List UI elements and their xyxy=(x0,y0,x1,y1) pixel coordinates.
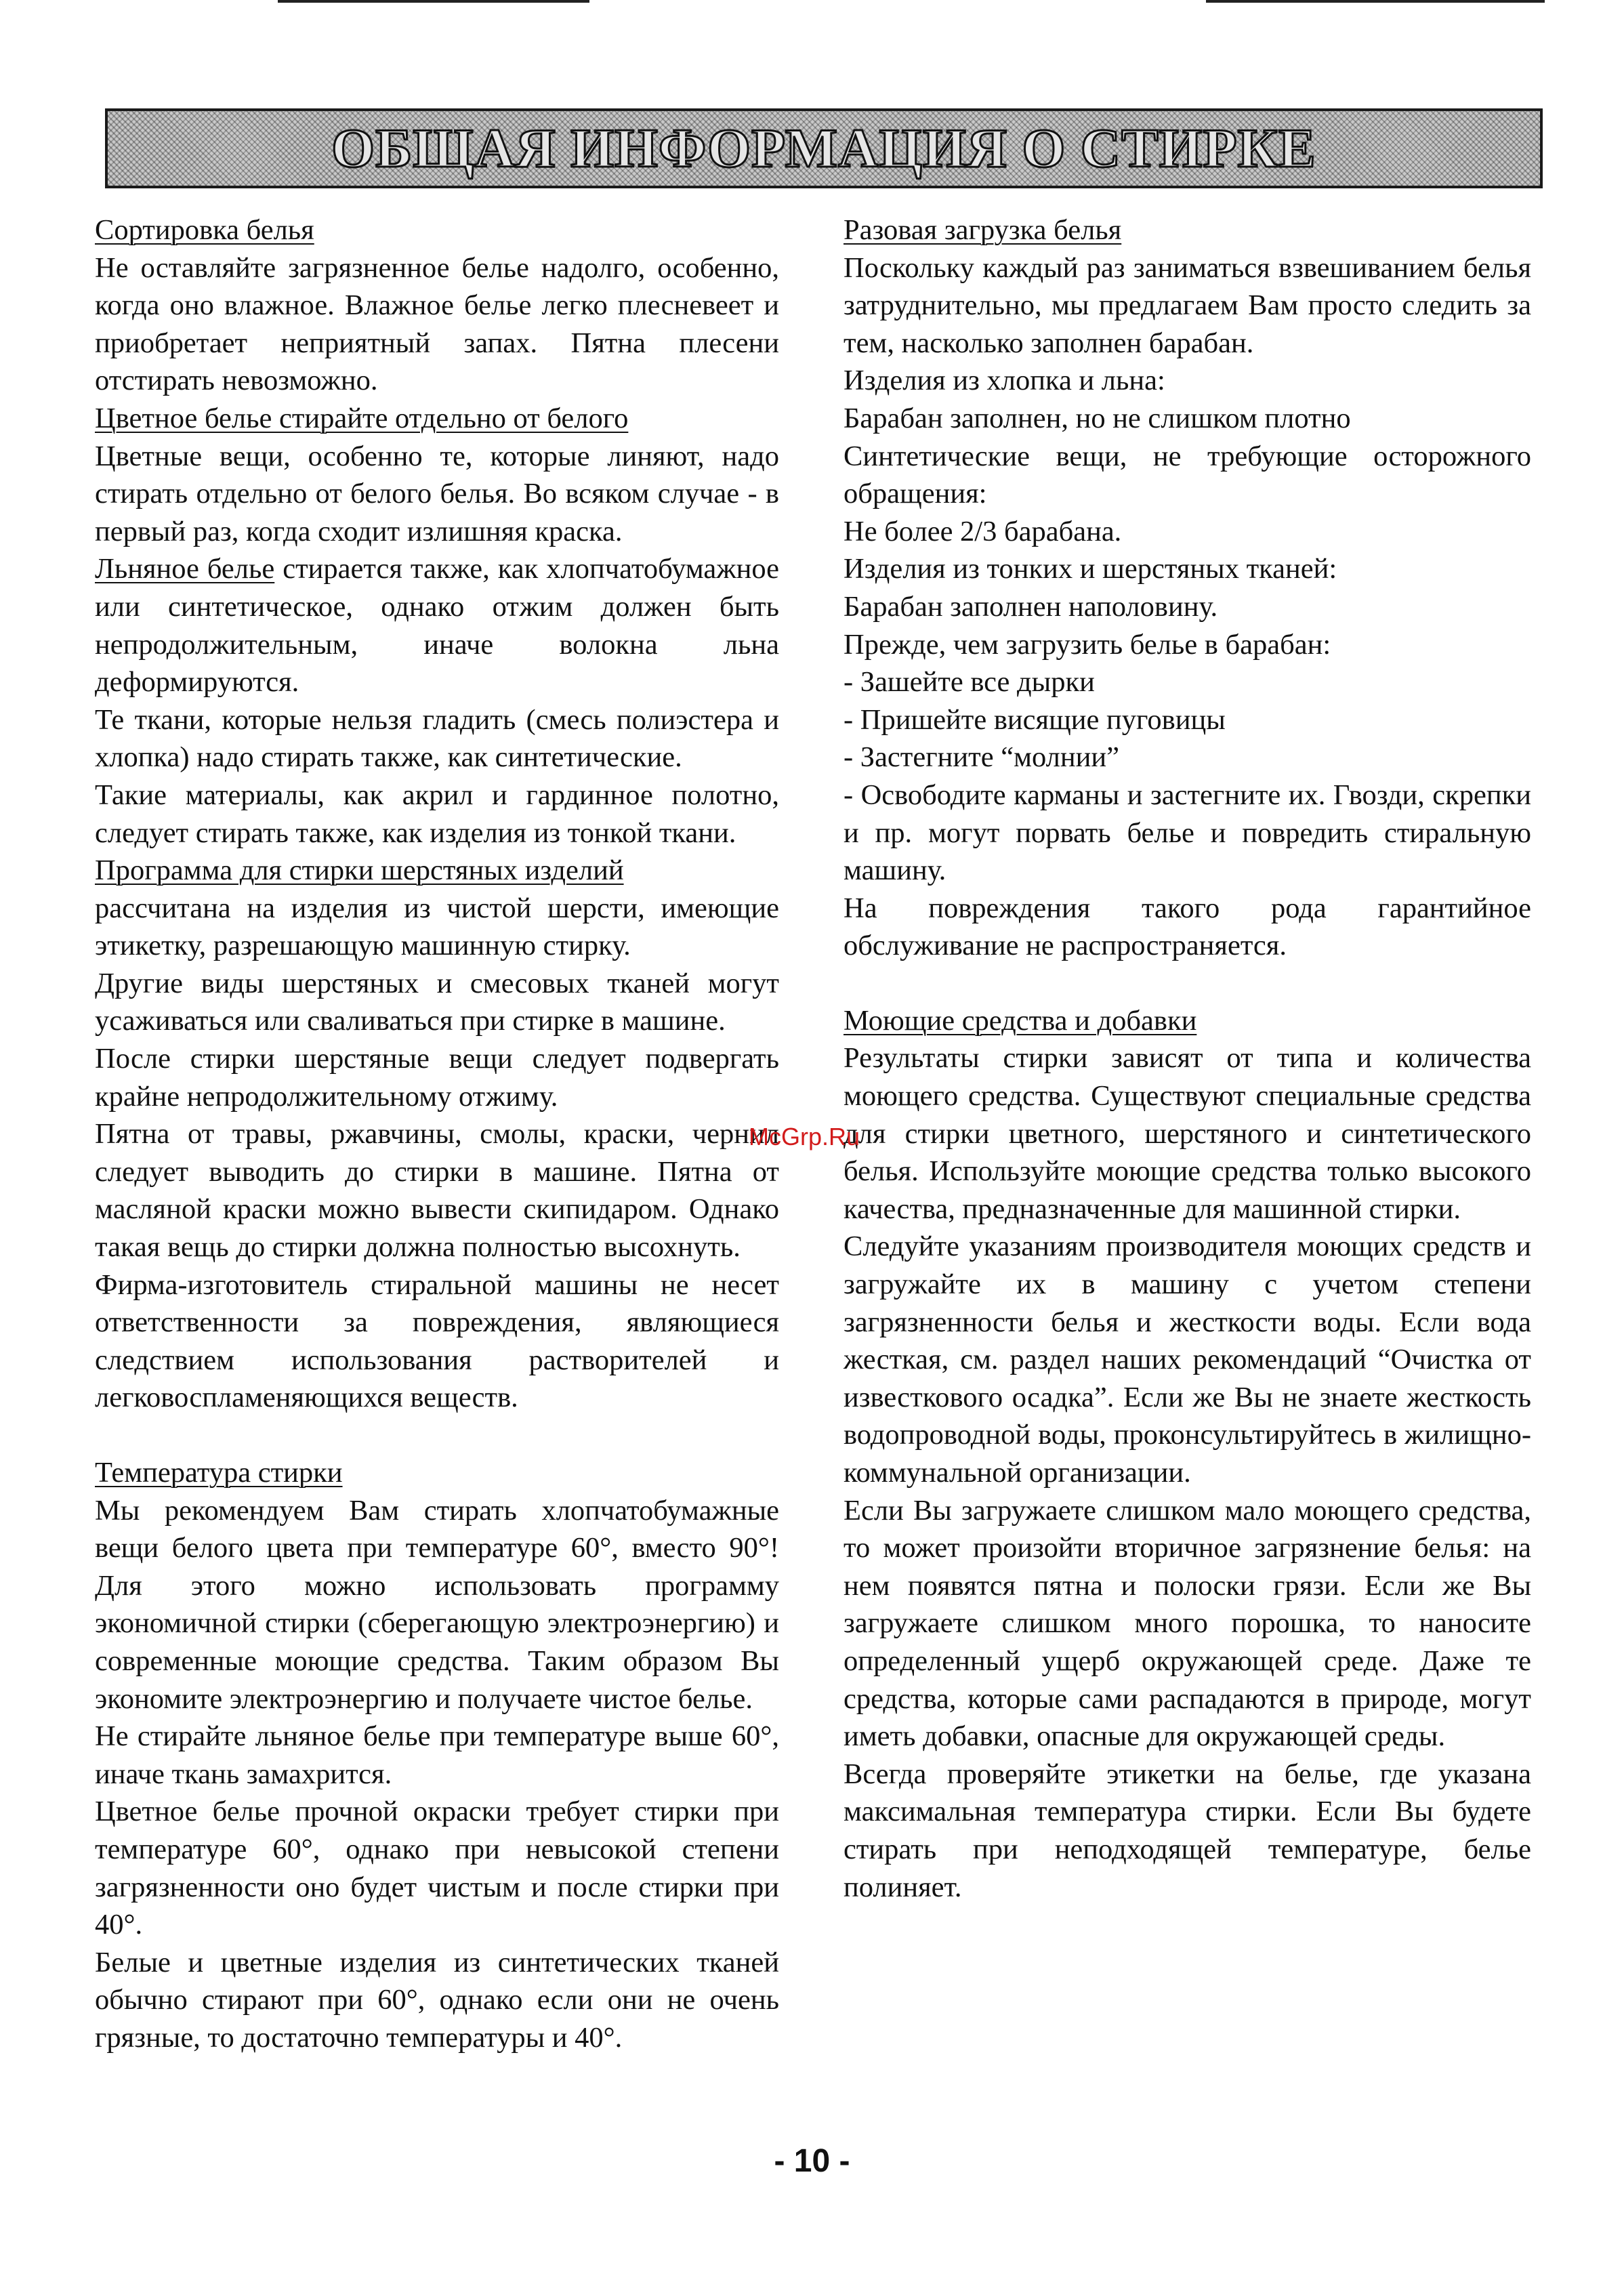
paragraph-temperature-1: Мы рекомендуем Вам стирать хлопчатобумажные вещи белого цвета при температуре 60°, вместо 90°! Для этого можно использовать программу экономичной стирки (сберегающую электроэнергию) и современные моющие средства. Таким образом Вы экономите электроэнергию и получаете чистое белье. xyxy=(95,1494,779,1715)
paragraph-stains-2: Фирма-изготовитель стиральной машины не несет ответственности за повреждения, являющиеся следствием использования растворителей и легковоспламеняющихся веществ. xyxy=(95,1268,779,1414)
paragraph-temperature-2: Не стирайте льняное белье при температуре выше 60°, иначе ткань замахрится. xyxy=(95,1720,779,1790)
section-gap xyxy=(844,965,1531,1002)
section-gap xyxy=(95,1417,779,1454)
load-delicate-value: Барабан заполнен наполовину. xyxy=(844,590,1218,623)
paragraph-linen xyxy=(95,550,779,701)
heading-temperature: Температура стирки xyxy=(95,1457,343,1489)
top-rule-right xyxy=(1206,0,1545,3)
paragraph-temperature-3: Цветное белье прочной окраски требует стирки при температуре 60°, однако при невысокой степени загрязненности оно будет чистым и после стирки при 40°. xyxy=(95,1796,779,1941)
load-cotton-value: Барабан заполнен, но не слишком плотно xyxy=(844,402,1351,434)
linen-text: стирается также, как хлопчатобумажное или синтетическое, однако отжим должен быть непродолжительным, иначе волокна льна деформируются. xyxy=(95,553,779,699)
heading-load: Разовая загрузка белья xyxy=(844,214,1122,246)
list-item-step-1: - Зашейте все дырки xyxy=(844,666,1095,699)
left-column xyxy=(95,211,779,2057)
top-rule-left xyxy=(278,0,589,3)
paragraph-wool-1: рассчитана на изделия из чистой шерсти, имеющие этикетку, разрешающую машинную стирку. xyxy=(95,892,779,962)
load-before-label: Прежде, чем загрузить белье в барабан: xyxy=(844,628,1331,661)
right-column xyxy=(844,211,1531,1906)
heading-sorting: Сортировка белья xyxy=(95,214,314,246)
paragraph-detergents-3: Если Вы загружаете слишком мало моющего средства, то может произойти вторичное загрязнение белья: на нем появятся пятна и полоски грязи. Если же Вы загружаете слишком много порошка, то наносите определенный ущерб окружающей среде. Даже те средства, которые сами распадаются в природе, могут иметь добавки, опасные для окружающей среды. xyxy=(844,1494,1531,1753)
load-cotton-label: Изделия из хлопка и льна: xyxy=(844,365,1165,397)
heading-detergents: Моющие средства и добавки xyxy=(844,1004,1197,1037)
watermark: McGrp.Ru xyxy=(749,1123,860,1150)
paragraph-non-iron-2: Такие материалы, как акрил и гардинное полотно, следует стирать также, как изделия из тонкой ткани. xyxy=(95,779,779,849)
paragraph-detergents-4: Всегда проверяйте этикетки на белье, где указана максимальная температура стирки. Если Вы будете стирать при неподходящей температуре, белье полиняет. xyxy=(844,1758,1531,1903)
page-title: ОБЩАЯ ИНФОРМАЦИЯ О СТИРКЕ xyxy=(331,117,1316,179)
paragraph-sorting: Не оставляйте загрязненное белье надолго, особенно, когда оно влажное. Влажное белье легко плесневеет и приобретает неприятный запах. Пятна плесени отстирать невозможно. xyxy=(95,251,779,397)
list-item-step-2: - Пришейте висящие пуговицы xyxy=(844,703,1226,736)
paragraph-non-iron-1: Те ткани, которые нельзя гладить (смесь полиэстера и хлопка) надо стирать также, как синтетические. xyxy=(95,703,779,774)
heading-colored: Цветное белье стирайте отдельно от белого xyxy=(95,402,629,434)
page-number: - 10 - xyxy=(774,2143,850,2179)
paragraph-colored: Цветные вещи, особенно те, которые линяют, надо стирать отдельно от белого белья. Во всяком случае - в первый раз, когда сходит излишняя краска. xyxy=(95,440,779,547)
paragraph-wool-3: После стирки шерстяные вещи следует подвергать крайне непродолжительному отжиму. xyxy=(95,1043,779,1113)
paragraph-wool-2: Другие виды шерстяных и смесовых тканей могут усаживаться или сваливаться при стирке в машине. xyxy=(95,967,779,1037)
load-delicate-label: Изделия из тонких и шерстяных тканей: xyxy=(844,553,1337,585)
paragraph-warranty: На повреждения такого рода гарантийное обслуживание не распространяется. xyxy=(844,892,1531,962)
heading-wool: Программа для стирки шерстяных изделий xyxy=(95,854,624,887)
load-synthetic-value: Не более 2/3 барабана. xyxy=(844,515,1122,547)
paragraph-stains-1: Пятна от травы, ржавчины, смолы, краски, чернил следует выводить до стирки в машине. Пятна от масляной краски можно вывести скипидаром. Однако такая вещь до стирки должна полностью высохнуть. xyxy=(95,1118,779,1264)
load-synthetic-label: Синтетические вещи, не требующие осторожного обращения: xyxy=(844,440,1531,510)
section-title-banner xyxy=(105,108,1543,188)
heading-linen: Льняное белье xyxy=(95,553,275,585)
list-item-step-3: - Застегните “молнии” xyxy=(844,741,1119,774)
paragraph-load-intro: Поскольку каждый раз заниматься взвешиванием белья затруднительно, мы предлагаем Вам просто следить за тем, насколько заполнен барабан. xyxy=(844,251,1531,359)
paragraph-detergents-1: Результаты стирки зависят от типа и количества моющего средства. Существуют специальные средства для стирки цветного, шерстяного и синтетического белья. Используйте моющие средства только высокого качества, предназначенные для машинной стирки. xyxy=(844,1042,1531,1225)
list-item-step-4: - Освободите карманы и застегните их. Гвозди, скрепки и пр. могут порвать белье и повредить стиральную машину. xyxy=(844,779,1531,887)
paragraph-temperature-4: Белые и цветные изделия из синтетических тканей обычно стирают при 60°, однако если они не очень грязные, то достаточно температуры и 40°. xyxy=(95,1946,779,2054)
paragraph-detergents-2: Следуйте указаниям производителя моющих средств и загружайте их в машину с учетом степени загрязненности белья и жесткости воды. Если вода жесткая, см. раздел наших рекомендаций “Очистка от известкового осадка”. Если же Вы не знаете жесткость водопроводной воды, проконсультируйтесь в жилищно-коммунальной организации. xyxy=(844,1230,1531,1489)
